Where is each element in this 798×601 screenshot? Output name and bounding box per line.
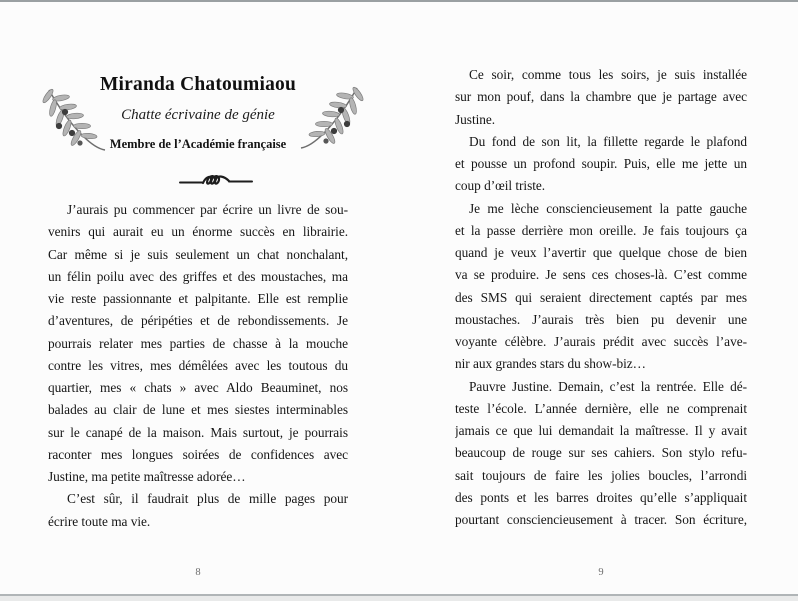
text-line: balades au clair de lune et mes siestes interminables — [48, 402, 348, 418]
text-line: des ponts et les barres droites qu’elle s’appliquait — [455, 489, 747, 505]
text-line: va se produire. Je sens ces choses-là. C’est comme — [455, 267, 747, 283]
author-affiliation: Membre de l’Académie française — [109, 137, 287, 151]
author-subtitle: Chatte écrivaine de génie — [121, 107, 275, 123]
text-line: voyante célèbre. J’aurais prédit avec succès l’ave- — [455, 334, 747, 349]
text-line: coup d’œil triste. — [455, 178, 546, 194]
text-line: teste l’école. L’année dernière, elle ne comprenait — [455, 400, 747, 416]
text-line: écrire toute ma vie. — [48, 513, 151, 529]
text-line: Pauvre Justine. Demain, c’est la rentrée. Elle dé- — [469, 378, 747, 394]
coil-flourish-divider-icon — [179, 172, 253, 190]
olive-branch-icon — [35, 86, 107, 162]
text-line: beaucoup de rouge sur ses cahiers. Son stylo refu- — [455, 445, 747, 461]
text-line: Justine. — [455, 111, 496, 127]
author-title: Miranda Chatoumiaou — [99, 74, 297, 95]
text-line: d’aventures, de péripéties et de rebondissements. Je — [48, 313, 348, 329]
body-text-right — [455, 64, 747, 531]
text-line: Justine, ma petite maîtresse adorée… — [48, 469, 246, 484]
page-number: 9 — [598, 567, 604, 578]
text-line: nir aux grandes stars du show-biz… — [455, 356, 646, 372]
text-line: sur mon pouf, dans la chambre que je partage avec — [455, 89, 747, 105]
text-line: moustaches. J’aurais très bien pu devenir une — [455, 311, 747, 327]
text-line: sait toujours de faire les jolies boucles, l’arrondi — [455, 467, 747, 483]
bottom-edge-shadow — [0, 596, 798, 601]
text-line: Car même si je suis seulement un chat nonchalant, — [48, 246, 348, 262]
text-line: quartier, mes « chats » avec Aldo Beauminet, nos — [48, 380, 348, 395]
text-line: pourrais relater mes parties de chasse à la mouche — [48, 335, 348, 351]
page-number: 8 — [195, 567, 201, 578]
text-line: jamais ce que lui demandait la maîtresse. Il y avait — [455, 423, 747, 438]
text-line: vie reste passionnante et palpitante. Elle est remplie — [48, 291, 348, 306]
text-line: quand je veux l’avertir que quelque chose de bien — [455, 245, 747, 260]
text-line: contre les vitres, mes démêlées avec les toutous du — [48, 357, 348, 373]
text-line: raconter mes longues soirées de confidences avec — [48, 446, 348, 462]
text-line: Du fond de son lit, la fillette regarde le plafond — [469, 133, 747, 149]
text-line: J’aurais pu commencer par écrire un livre de sou- — [67, 202, 348, 217]
text-line: venirs qui aurait eu un énorme succès en librairie. — [48, 224, 348, 240]
top-edge-line — [0, 0, 798, 2]
text-line: pourtant consciencieusement à tracer. Son écriture, — [455, 512, 747, 527]
text-line: C’est sûr, il faudrait plus de mille pages pour — [67, 491, 348, 507]
text-line: Je me lèche consciencieusement la patte gauche — [469, 200, 747, 216]
text-line: et la passe derrière mon oreille. Je fais toujours ça — [455, 222, 747, 238]
text-line: des SMS qui seraient directement captés par mes — [455, 289, 747, 305]
text-line: et pousse un profond soupir. Puis, elle me jette un — [455, 156, 747, 171]
text-line: sur le canapé de la maison. Mais surtout, je pourrais — [48, 424, 348, 440]
olive-branch-icon — [299, 84, 371, 160]
text-line: un félin poilu avec des griffes et des moustaches, ma — [48, 268, 348, 284]
body-text-left — [48, 199, 348, 533]
text-line: Ce soir, comme tous les soirs, je suis installée — [469, 67, 747, 82]
